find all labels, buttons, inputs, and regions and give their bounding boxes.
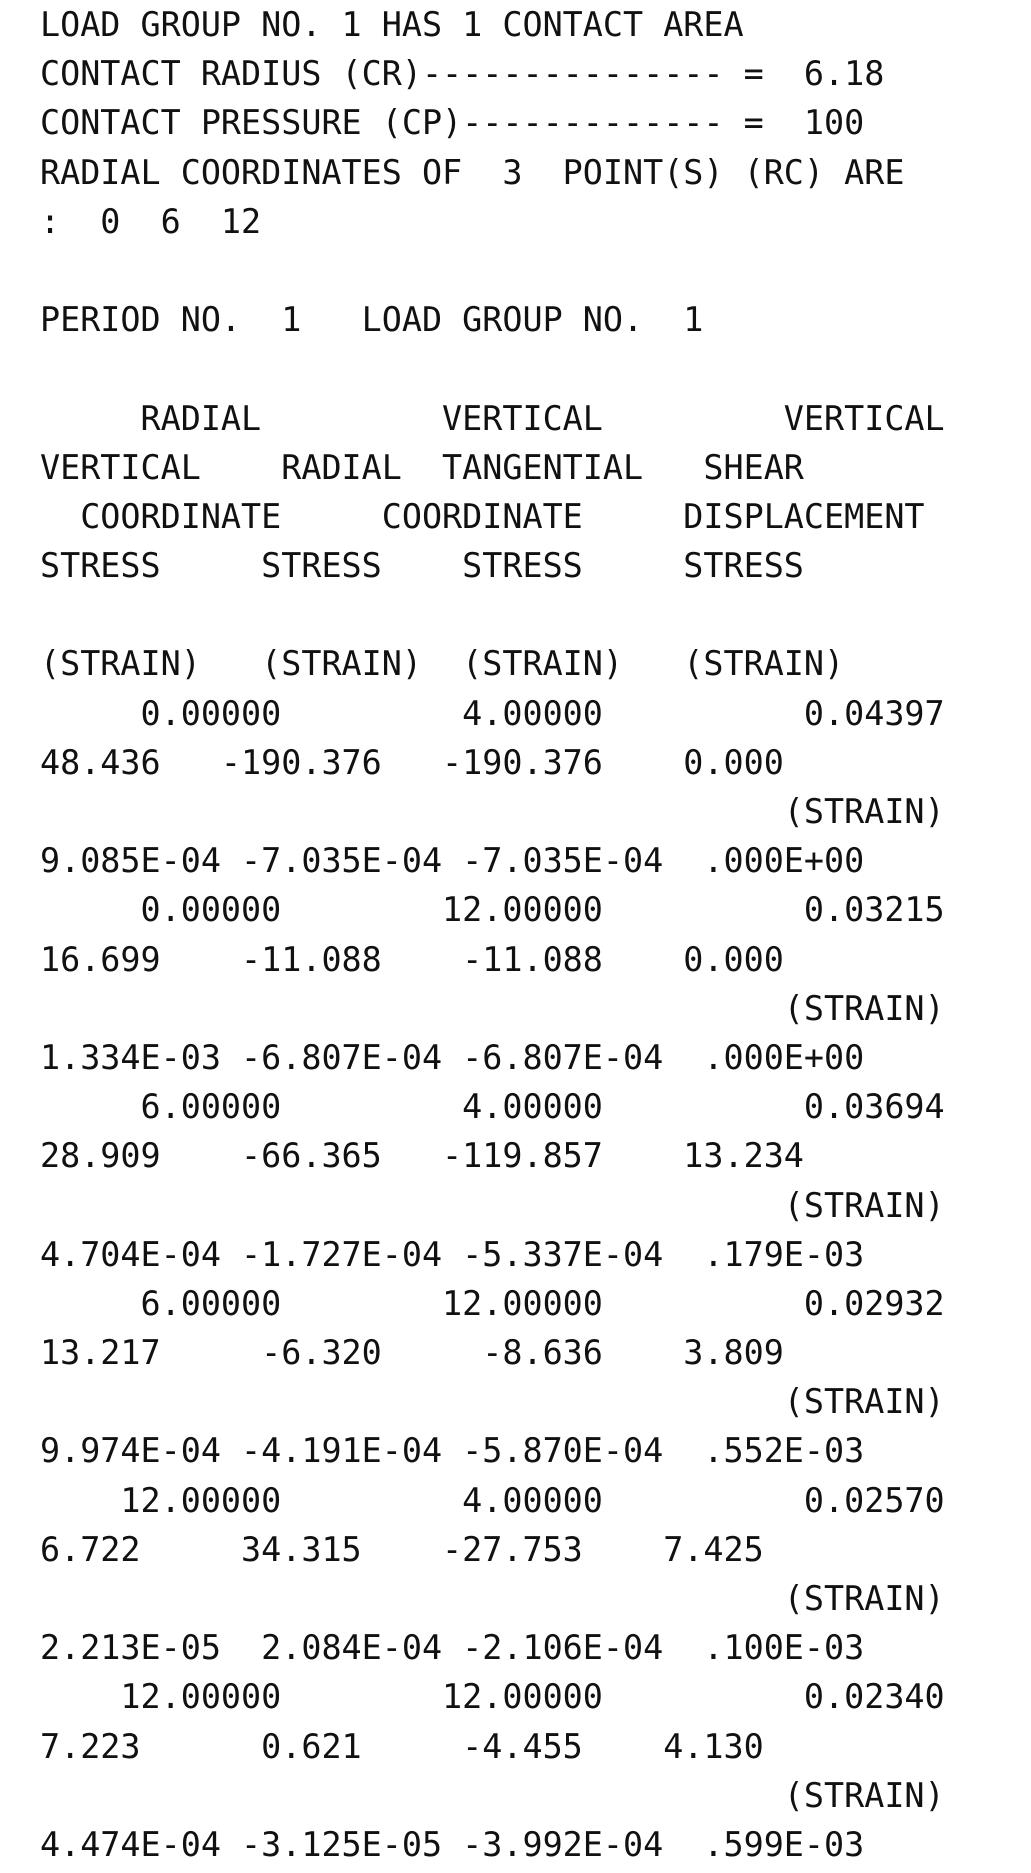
output-text-block [40, 0, 1010, 1869]
period-load-group-line: PERIOD NO. 1 LOAD GROUP NO. 1 [40, 300, 704, 340]
result-coordinate-line: 6.00000 4.00000 0.03694 [40, 1087, 945, 1127]
result-strain-line: 9.974E-04 -4.191E-04 -5.870E-04 .552E-03 [40, 1431, 865, 1471]
blank-line [40, 344, 1010, 393]
result-strain-line: 4.704E-04 -1.727E-04 -5.337E-04 .179E-03 [40, 1234, 865, 1274]
blank-line [40, 246, 1010, 295]
result-coordinate-line: 12.00000 12.00000 0.02340 [40, 1677, 945, 1717]
result-strain-line: 9.085E-04 -7.035E-04 -7.035E-04 .000E+00 [40, 841, 865, 881]
result-strain-line: 1.334E-03 -6.807E-04 -6.807E-04 .000E+00 [40, 1037, 865, 1077]
result-strain-label: (STRAIN) [40, 1382, 945, 1422]
column-header-line: VERTICAL RADIAL TANGENTIAL SHEAR [40, 447, 804, 487]
result-coordinate-line: 0.00000 12.00000 0.03215 [40, 890, 945, 930]
column-header-line: RADIAL VERTICAL VERTICAL [40, 398, 945, 438]
contact-pressure-line: CONTACT PRESSURE (CP)------------- = 100 [40, 103, 865, 143]
radial-coordinates-line: RADIAL COORDINATES OF 3 POINT(S) (RC) ARE [40, 152, 905, 192]
result-strain-label: (STRAIN) [40, 988, 945, 1028]
result-stress-line: 16.699 -11.088 -11.088 0.000 [40, 939, 784, 979]
blank-line [40, 590, 1010, 639]
header-load-group: LOAD GROUP NO. 1 HAS 1 CONTACT AREA [40, 5, 744, 44]
result-strain-label: (STRAIN) [40, 1775, 945, 1815]
result-strain-line: 2.213E-05 2.084E-04 -2.106E-04 .100E-03 [40, 1628, 865, 1668]
column-header-line: (STRAIN) (STRAIN) (STRAIN) (STRAIN) [40, 644, 845, 684]
contact-radius-line: CONTACT RADIUS (CR)--------------- = 6.18 [40, 54, 885, 94]
result-stress-line: 13.217 -6.320 -8.636 3.809 [40, 1333, 784, 1373]
result-stress-line: 48.436 -190.376 -190.376 0.000 [40, 742, 784, 782]
result-stress-line: 6.722 34.315 -27.753 7.425 [40, 1529, 764, 1569]
result-coordinate-line: 12.00000 4.00000 0.02570 [40, 1480, 945, 1520]
result-strain-label: (STRAIN) [40, 1579, 945, 1618]
column-header-line: STRESS STRESS STRESS STRESS [40, 546, 804, 586]
result-strain-label: (STRAIN) [40, 1185, 945, 1225]
result-stress-line: 28.909 -66.365 -119.857 13.234 [40, 1136, 804, 1176]
result-strain-line: 4.474E-04 -3.125E-05 -3.992E-04 .599E-03 [40, 1824, 865, 1864]
result-strain-label: (STRAIN) [40, 792, 945, 831]
result-coordinate-line: 0.00000 4.00000 0.04397 [40, 693, 945, 733]
result-stress-line: 7.223 0.621 -4.455 4.130 [40, 1726, 764, 1766]
result-coordinate-line: 6.00000 12.00000 0.02932 [40, 1283, 945, 1323]
column-header-line: COORDINATE COORDINATE DISPLACEMENT [40, 496, 925, 536]
radial-coordinates-values: : 0 6 12 [40, 201, 262, 241]
